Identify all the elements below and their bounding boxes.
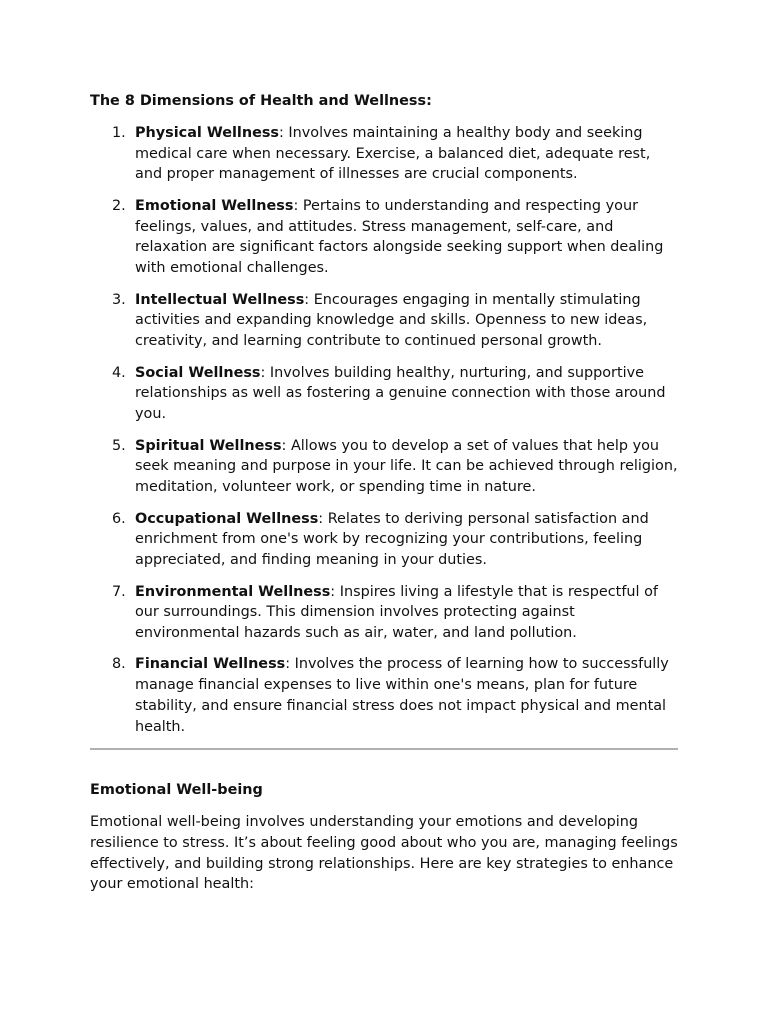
dimension-name: Occupational Wellness [135, 510, 319, 527]
list-item [90, 509, 678, 571]
section-title: Emotional Well-being [90, 782, 263, 799]
dimension-description: : Encourages engaging in mentally stimulating activities and expanding knowledge and skills. Openness to new ideas, creativity, and learning contribute to continued personal growth. [135, 291, 648, 350]
dimension-description: : Involves maintaining a healthy body and seeking medical care when necessary. Exercise, a balanced diet, adequate rest, and proper management of illnesses are crucial components. [135, 124, 651, 183]
dimension-description: : Involves the process of learning how to successfully manage financial expenses to live within one's means, plan for future stability, and ensure financial stress does not impact physical and mental health. [135, 656, 669, 735]
dimension-description: : Relates to deriving personal satisfaction and enrichment from one's work by recognizing your contributions, feeling appreciated, and finding meaning in your duties. [135, 510, 649, 569]
list-item [90, 654, 678, 737]
dimension-name: Emotional Wellness [135, 197, 294, 214]
list-item [90, 123, 678, 185]
list-number: 8. [112, 656, 126, 673]
dimension-name: Social Wellness [135, 364, 261, 381]
list-item [90, 290, 678, 352]
dimension-description: : Pertains to understanding and respecting your feelings, values, and attitudes. Stress management, self-care, and relaxation are significant factors alongside seeking support when dealing with emotional challenges. [135, 197, 664, 277]
list-item [90, 363, 678, 425]
dimension-name: Spiritual Wellness [135, 437, 282, 454]
list-number: 4. [112, 364, 126, 381]
section-body: Emotional well-being involves understanding your emotions and developing resilience to stress. It’s about feeling good about who you are, managing feelings effectively, and building strong relationships. Here are key strategies to enhance your emotional health: [90, 814, 678, 893]
dimension-name: Physical Wellness [135, 124, 279, 141]
dimension-description: : Involves building healthy, nurturing, and supportive relationships as well as fostering a genuine connection with those around you. [135, 364, 666, 423]
list-number: 7. [112, 583, 126, 600]
dimension-description: : Allows you to develop a set of values that help you seek meaning and purpose in your life. It can be achieved through religion, meditation, volunteer work, or spending time in nature. [135, 437, 678, 496]
list-number: 2. [112, 197, 126, 214]
section-divider [90, 748, 678, 750]
list-number: 3. [112, 291, 126, 308]
list-item [90, 196, 678, 279]
list-item [90, 582, 678, 644]
dimension-name: Financial Wellness [135, 656, 286, 673]
dimension-name: Intellectual Wellness [135, 291, 305, 308]
page-heading: The 8 Dimensions of Health and Wellness: [90, 93, 432, 109]
list-item [90, 436, 678, 498]
list-number: 5. [112, 437, 126, 454]
dimension-description: : Inspires living a lifestyle that is respectful of our surroundings. This dimension involves protecting against environmental hazards such as air, water, and land pollution. [135, 583, 658, 642]
dimension-name: Environmental Wellness [135, 583, 331, 600]
list-number: 1. [112, 124, 126, 141]
list-number: 6. [112, 510, 126, 527]
dimensions-list [90, 123, 678, 738]
